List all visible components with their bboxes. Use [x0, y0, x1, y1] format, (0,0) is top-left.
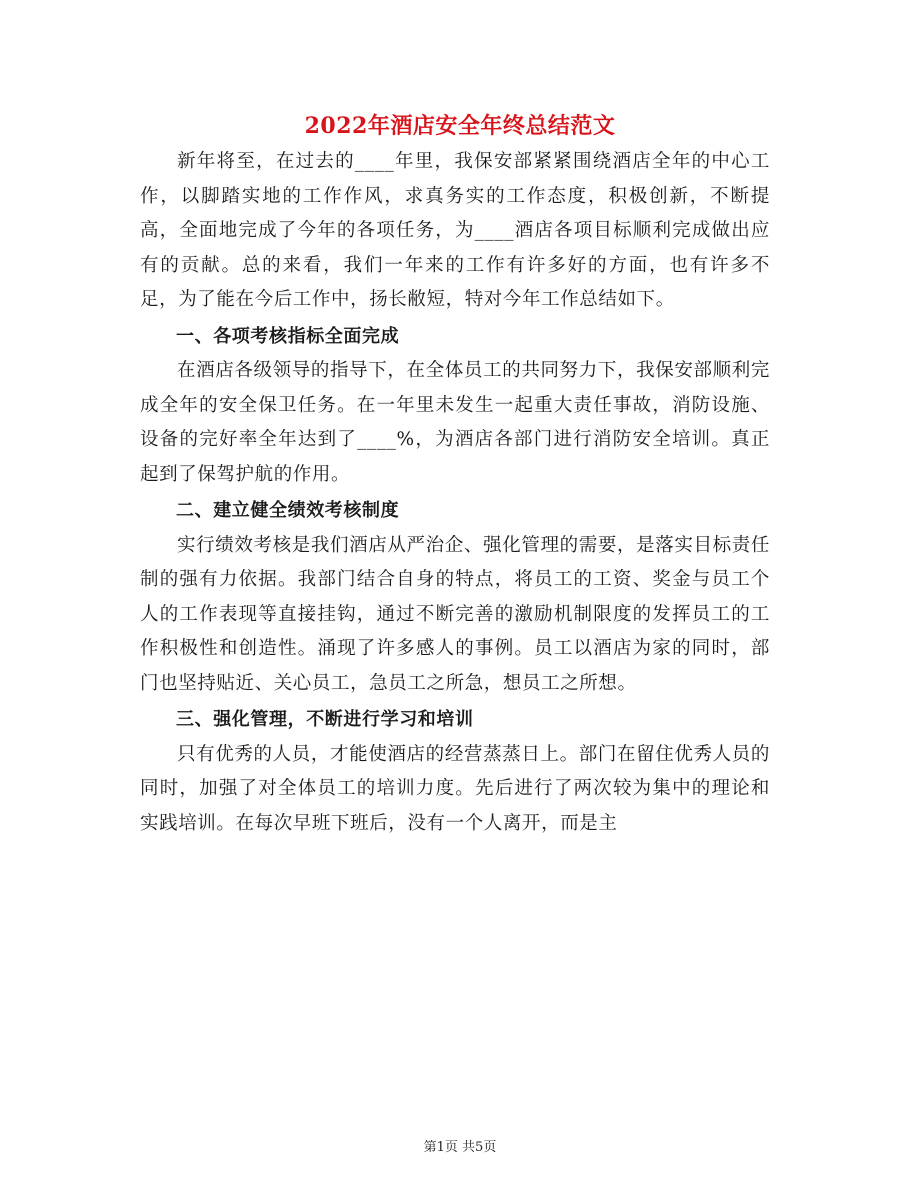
- document-title: 2022年酒店安全年终总结范文: [304, 113, 616, 139]
- section-paragraph-2: 实行绩效考核是我们酒店从严治企、强化管理的需要，是落实目标责任制的强有力依据。我部门结合自身的特点，将员工的工资、奖金与员工个人的工作表现等直接挂钩，通过不断完善的激励机制限度的发挥员工的工作积极性和创造性。涌现了许多感人的事例。员工以酒店为家的同时，部门也坚持贴近、关心员工，急员工之所急，想员工之所想。: [140, 534, 770, 694]
- section-paragraph-3: 只有优秀的人员，才能使酒店的经营蒸蒸日上。部门在留住优秀人员的同时，加强了对全体员工的培训力度。先后进行了两次较为集中的理论和实践培训。在每次早班下班后，没有一个人离开，而是主: [140, 743, 770, 834]
- section-heading-1: 一、各项考核指标全面完成: [176, 325, 400, 347]
- document-body: [140, 145, 770, 841]
- section-paragraph-1: 在酒店各级领导的指导下，在全体员工的共同努力下，我保安部顺利完成全年的安全保卫任务。在一年里未发生一起重大责任事故，消防设施、设备的完好率全年达到了____%，为酒店各部门进行消防安全培训。真正起到了保驾护航的作用。: [140, 360, 770, 485]
- intro-paragraph: 新年将至，在过去的____年里，我保安部紧紧围绕酒店全年的中心工作，以脚踏实地的工作作风，求真务实的工作态度，积极创新，不断提高，全面地完成了今年的各项任务，为____酒店各项目标顺利完成做出应有的贡献。总的来看，我们一年来的工作有许多好的方面，也有许多不足，为了能在今后工作中，扬长敝短，特对今年工作总结如下。: [140, 151, 770, 310]
- section-heading-2: 二、建立健全绩效考核制度: [176, 500, 400, 521]
- section-heading-3: 三、强化管理，不断进行学习和培训: [176, 709, 474, 730]
- page-number: 第1页 共5页: [423, 1140, 497, 1155]
